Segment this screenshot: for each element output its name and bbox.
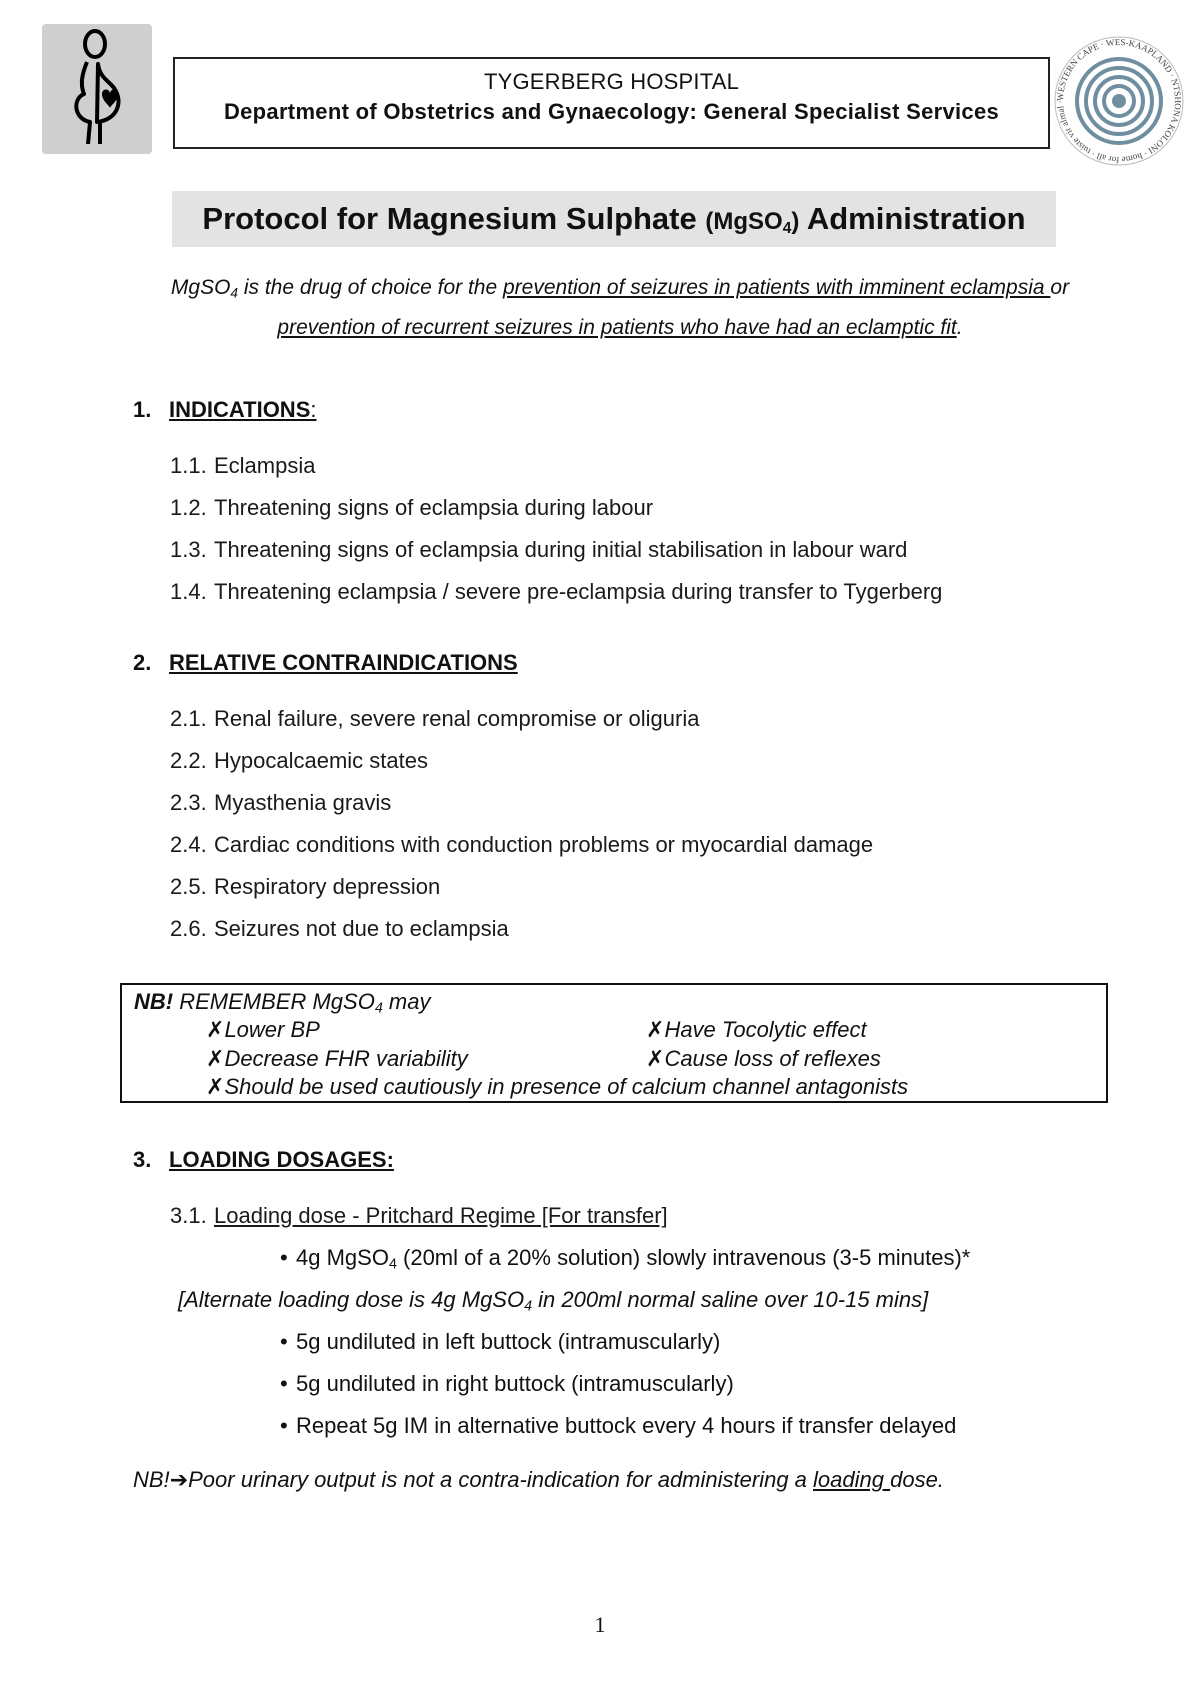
- loading-subheading: 3.1. Loading dose - Pritchard Regime [For transfer]: [170, 1203, 668, 1228]
- header-box: [173, 57, 1050, 149]
- nb-warning-box: [120, 983, 1108, 1103]
- hospital-name: TYGERBERG HOSPITAL: [483, 69, 740, 94]
- list-item: 1.1. Eclampsia: [170, 453, 316, 478]
- western-cape-seal: [1048, 30, 1190, 172]
- page-title: Protocol for Magnesium Sulphate (MgSO$_4$) Administration: [172, 191, 1056, 247]
- alternate-dose-note: [Alternate loading dose is 4g MgSO$_4$ in 200ml normal saline over 10-15 mins]: [178, 1287, 929, 1315]
- cross-icon: ✗: [206, 1046, 225, 1071]
- nb-item: ✗Cause loss of reflexes: [646, 1046, 881, 1071]
- department-name: Department of Obstetrics and Gynaecology: General Specialist Services: [223, 99, 1000, 124]
- nb-item: ✗Decrease FHR variability: [206, 1046, 468, 1071]
- cross-icon: ✗: [206, 1074, 225, 1099]
- intro-line-1: MgSO$_4$ is the drug of choice for the prevention of seizures in patients with imminent eclampsia or: [170, 276, 1070, 301]
- nb-lead: NB! REMEMBER MgSO$_4$ may: [134, 989, 431, 1017]
- list-item: 1.3. Threatening signs of eclampsia during initial stabilisation in labour ward: [170, 537, 908, 562]
- cross-icon: ✗: [646, 1046, 665, 1071]
- list-item: 2.5. Respiratory depression: [170, 874, 441, 899]
- nb-urinary-note: NB!➔Poor urinary output is not a contra-indication for administering a loading dose.: [133, 1467, 944, 1492]
- intro-line-2: prevention of recurrent seizures in patients who have had an eclamptic fit.: [277, 316, 963, 339]
- bullet-item: • 5g undiluted in left buttock (intramuscularly): [280, 1329, 721, 1354]
- list-item: 1.2. Threatening signs of eclampsia during labour: [170, 495, 654, 520]
- hospital-logo: [42, 24, 152, 154]
- cross-icon: ✗: [646, 1017, 665, 1042]
- list-item: 2.1. Renal failure, severe renal compromise or oliguria: [170, 706, 700, 731]
- seal-text: WESTERN CAPE · WES-KAAPLAND · NTSHONA KOLONI · home for all · tuiste vir almal ·: [1054, 36, 1184, 166]
- section-indications-heading: 1. INDICATIONS:: [133, 397, 317, 422]
- list-item: 2.6. Seizures not due to eclampsia: [170, 916, 509, 941]
- list-item: 2.3. Myasthenia gravis: [170, 790, 392, 815]
- list-item: 2.4. Cardiac conditions with conduction problems or myocardial damage: [170, 832, 874, 857]
- page-number: 1: [594, 1612, 606, 1637]
- cross-icon: ✗: [206, 1017, 225, 1042]
- section-loading-heading: 3. LOADING DOSAGES:: [133, 1147, 394, 1172]
- nb-item: ✗Have Tocolytic effect: [646, 1017, 867, 1042]
- bullet-item: • 4g MgSO$_4$ (20ml of a 20% solution) slowly intravenous (3-5 minutes)*: [280, 1245, 971, 1273]
- list-item: 2.2. Hypocalcaemic states: [170, 748, 428, 773]
- nb-item: ✗Should be used cautiously in presence of calcium channel antagonists: [206, 1074, 909, 1099]
- list-item: 1.4. Threatening eclampsia / severe pre-eclampsia during transfer to Tygerberg: [170, 579, 943, 604]
- bullet-item: • 5g undiluted in right buttock (intramuscularly): [280, 1371, 734, 1396]
- section-contraindications-heading: 2. RELATIVE CONTRAINDICATIONS: [133, 650, 518, 675]
- arrow-right-icon: ➔: [169, 1467, 189, 1492]
- nb-item: ✗Lower BP: [206, 1017, 320, 1042]
- bullet-item: • Repeat 5g IM in alternative buttock every 4 hours if transfer delayed: [280, 1413, 957, 1438]
- pregnant-woman-icon: [42, 24, 152, 154]
